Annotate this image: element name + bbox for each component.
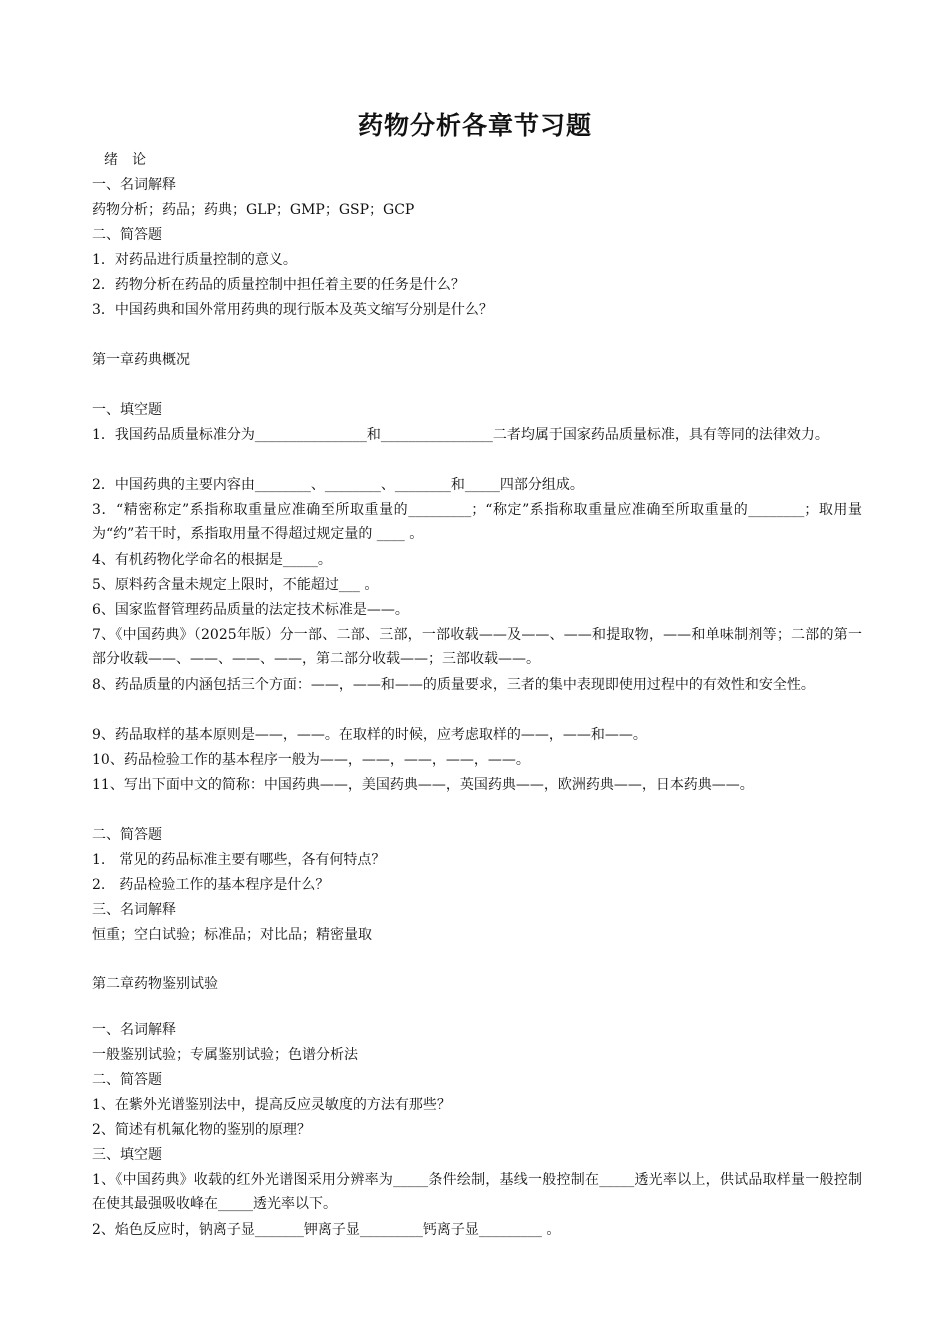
question-item: 1. 常见的药品标准主要有哪些，各有何特点？ xyxy=(92,852,386,868)
question-item: 2、焰色反应时，钠离子显_______钾离子显_________钙离子显_________ 。 xyxy=(92,1222,561,1238)
question-item: 1．我国药品质量标准分为________________和________________二者均属于国家药品质量标准，具有等同的法律效力。 xyxy=(92,427,829,443)
question-item: 2、简述有机氟化物的鉴别的原理？ xyxy=(92,1122,311,1138)
document-title: 药物分析各章节习题 xyxy=(357,111,592,140)
question-item: 6、国家监督管理药品质量的法定技术标准是——。 xyxy=(92,602,409,618)
chapter-heading: 第一章药典概况 xyxy=(92,352,190,368)
terms-line: 一般鉴别试验；专属鉴别试验；色谱分析法 xyxy=(92,1047,358,1063)
question-item: 1、《中国药典》收载的红外光谱图采用分辨率为_____条件绘制，基线一般控制在_____透光率以上，供试品取样量一般控制在使其最强吸收峰在_____透光率以下。 xyxy=(92,1172,862,1212)
subheading: 一、名词解释 xyxy=(92,1022,176,1038)
question-item: 7、《中国药典》（2025年版）分一部、二部、三部，一部收载——及——、——和提取物，——和单味制剂等；二部的第一部分收载——、——、——、——，第二部分收载——；三部收载——。 xyxy=(92,627,862,667)
subheading: 二、简答题 xyxy=(92,227,162,243)
subheading: 一、填空题 xyxy=(92,402,162,418)
terms-line: 恒重；空白试验；标准品；对比品；精密量取 xyxy=(92,927,372,943)
subheading: 三、名词解释 xyxy=(92,902,176,918)
question-item: 3．中国药典和国外常用药典的现行版本及英文缩写分别是什么？ xyxy=(92,302,493,318)
question-item: 1、在紫外光谱鉴别法中，提高反应灵敏度的方法有那些？ xyxy=(92,1097,451,1113)
question-item: 2. 药品检验工作的基本程序是什么？ xyxy=(92,877,330,893)
question-item: 2．药物分析在药品的质量控制中担任着主要的任务是什么？ xyxy=(92,277,465,293)
question-item: 3．“精密称定”系指称取重量应准确至所取重量的_________；“称定”系指称取重量应准确至所取重量的________；取用量为“约”若干时，系指取用量不得超过规定量的 ____ 。 xyxy=(92,502,862,542)
chapter-heading: 第二章药物鉴别试验 xyxy=(92,976,218,992)
question-item: 4、有机药物化学命名的根据是_____。 xyxy=(92,552,332,568)
subheading: 三、填空题 xyxy=(92,1147,162,1163)
question-item: 8、药品质量的内涵包括三个方面：——，——和——的质量要求，三者的集中表现即使用过程中的有效性和安全性。 xyxy=(92,677,815,693)
question-item: 2．中国药典的主要内容由________、________、________和_____四部分组成。 xyxy=(92,477,584,493)
question-item: 10、药品检验工作的基本程序一般为——，——，——，——，——。 xyxy=(92,752,530,768)
subheading: 二、简答题 xyxy=(92,827,162,843)
question-item: 5、原料药含量未规定上限时，不能超过___ 。 xyxy=(92,577,379,593)
section-heading-intro: 绪 论 xyxy=(104,152,146,168)
question-item: 11、写出下面中文的简称：中国药典——，美国药典——，英国药典——，欧洲药典——，日本药典——。 xyxy=(92,777,754,793)
question-item: 9、药品取样的基本原则是——，——。在取样的时候，应考虑取样的——，——和——。 xyxy=(92,727,647,743)
question-item: 1．对药品进行质量控制的意义。 xyxy=(92,252,297,268)
subheading: 二、简答题 xyxy=(92,1072,162,1088)
subheading: 一、名词解释 xyxy=(92,177,176,193)
terms-line: 药物分析；药品；药典；GLP；GMP；GSP；GCP xyxy=(92,202,415,218)
